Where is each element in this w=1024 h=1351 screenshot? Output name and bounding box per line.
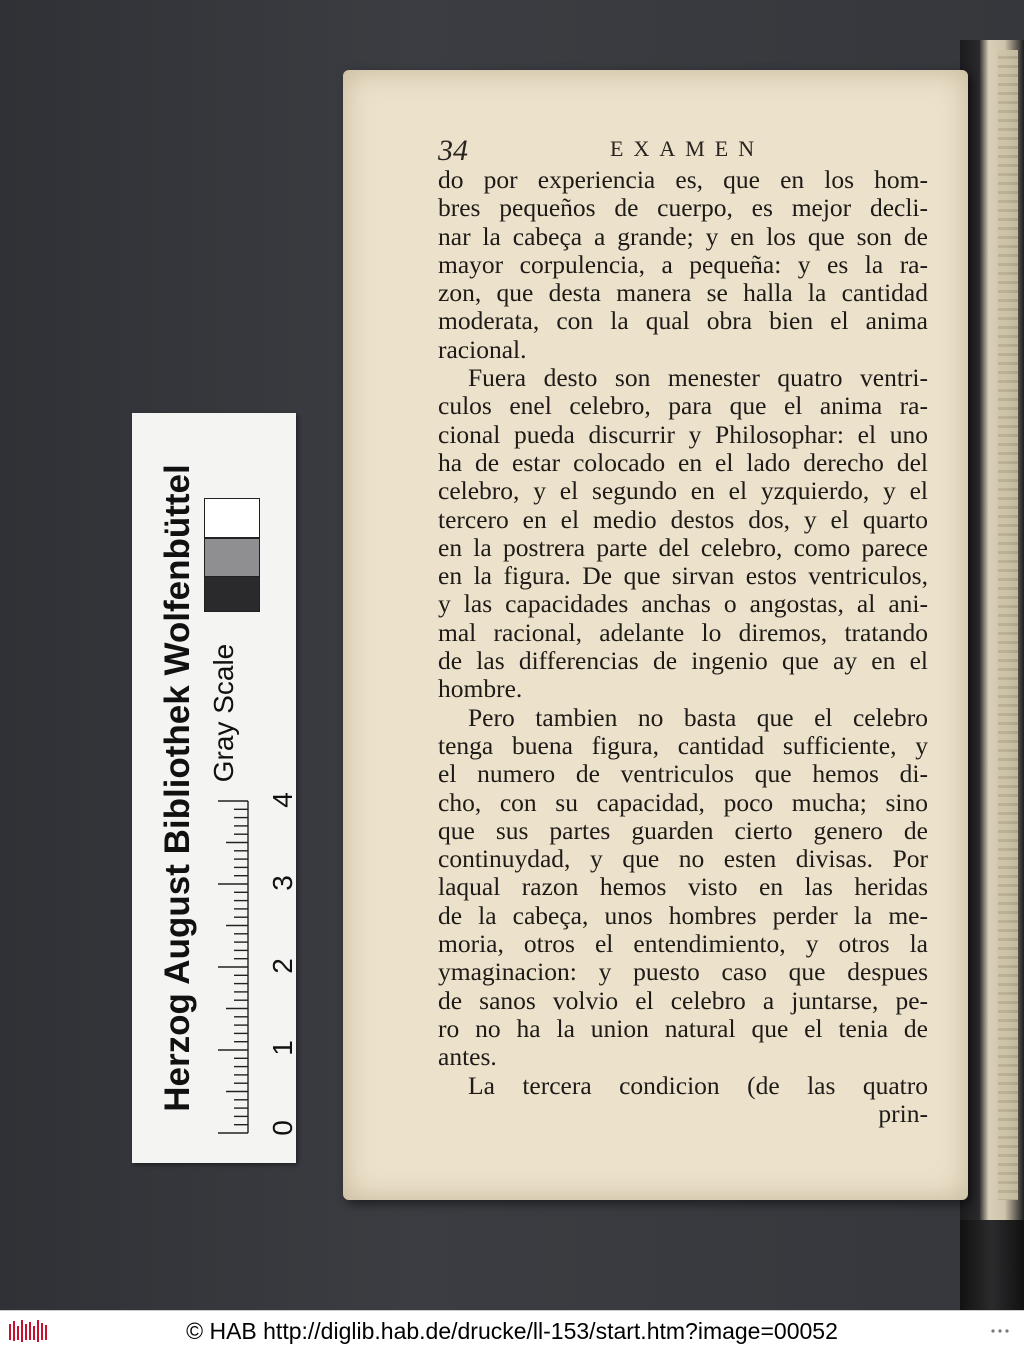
text-line: moria, otros el entendimiento, y otros la (438, 930, 928, 959)
text-line: cional pueda discurrir y Philosophar: el uno (438, 420, 928, 449)
text-line: tenga buena figura, cantidad sufficiente, y (438, 731, 928, 760)
text-line: do por experiencia es, que en los hom- (438, 166, 928, 194)
gray-scale-card (132, 413, 296, 1163)
text-line: Pero tambien no basta que el celebro (468, 703, 928, 732)
page-header (438, 130, 918, 170)
text-line: que sus partes guarden cierto genero de (438, 816, 928, 845)
text-line: antes. (438, 1043, 497, 1072)
text-line: el numero de ventriculos que hemos di- (438, 760, 928, 789)
text-line: cho, con su capacidad, poco mucha; sino (438, 788, 928, 817)
text-line: ymaginacion: y puesto caso que despues (438, 958, 928, 987)
text-line: celebro, y el segundo en el yzquierdo, y el (438, 477, 928, 506)
text-line: tercero en el medio destos dos, y el quarto (438, 505, 928, 534)
ruler-ticks (210, 773, 250, 1143)
text-line: y las capacidades anchas o angostas, al ani- (438, 590, 928, 619)
page-edges (998, 50, 1018, 1200)
dots-icon (990, 1325, 1010, 1337)
text-line: mayor corpulencia, a pequeña: y es la ra- (438, 250, 928, 279)
text-line: hombre. (438, 675, 523, 704)
text-line: racional. (438, 335, 527, 364)
ruler-number: 2 (267, 958, 298, 974)
black-swatch (204, 576, 260, 612)
text-line: La tercera condicion (de las quatro (468, 1071, 928, 1100)
text-line: moderata, con la qual obra bien el anima (438, 307, 928, 336)
ruler-number: 1 (267, 1040, 298, 1056)
text-line: prin- (878, 1099, 928, 1128)
page-body-text (438, 166, 928, 1128)
white-swatch (204, 498, 260, 538)
text-line: ro no ha la union natural que el tenia de (438, 1014, 928, 1043)
text-line: continuydad, y que no esten divisas. Por (438, 845, 928, 874)
text-line: Fuera desto son menester quatro ventri- (468, 364, 928, 393)
ruler-number: 0 (267, 1120, 298, 1136)
text-line: zon, que desta manera se halla la cantidad (438, 279, 928, 308)
text-line: ha de estar colocado en el lado derecho del (438, 448, 928, 477)
page-number: 34 (438, 134, 468, 167)
gray-swatch (204, 538, 260, 578)
running-head: EXAMEN (610, 136, 765, 161)
footer-bar (0, 1310, 1024, 1351)
text-line: laqual razon hemos visto en las heridas (438, 873, 928, 902)
binding-shadow (960, 1220, 1024, 1310)
text-line: de sanos volvio el celebro a juntarse, pe- (438, 986, 928, 1015)
book-page (343, 70, 968, 1200)
text-line: en la figura. De que sirvan estos ventriculos, (438, 562, 928, 591)
text-line: de la cabeça, unos hombres perder la me- (438, 901, 928, 930)
text-line: en la postrera parte del celebro, como parece (438, 533, 928, 562)
book-binding-edge (960, 40, 1024, 1310)
text-line: bres pequeños de cuerpo, es mejor decli- (438, 194, 928, 223)
ruler-number: 4 (267, 792, 298, 808)
gray-scale-label: Gray Scale (208, 643, 239, 783)
text-line: mal racional, adelante lo diremos, tratando (438, 618, 928, 647)
ruler-number: 3 (267, 875, 298, 891)
copyright-url: © HAB http://diglib.hab.de/drucke/ll-153/start.htm?image=00052 (186, 1318, 838, 1344)
text-line: nar la cabeça a grande; y en los que son de (438, 222, 928, 251)
library-name: Herzog August Bibliothek Wolfenbüttel (158, 464, 197, 1112)
text-line: culos enel celebro, para que el anima ra- (438, 392, 928, 421)
text-line: de las differencias de ingenio que ay en el (438, 647, 928, 676)
